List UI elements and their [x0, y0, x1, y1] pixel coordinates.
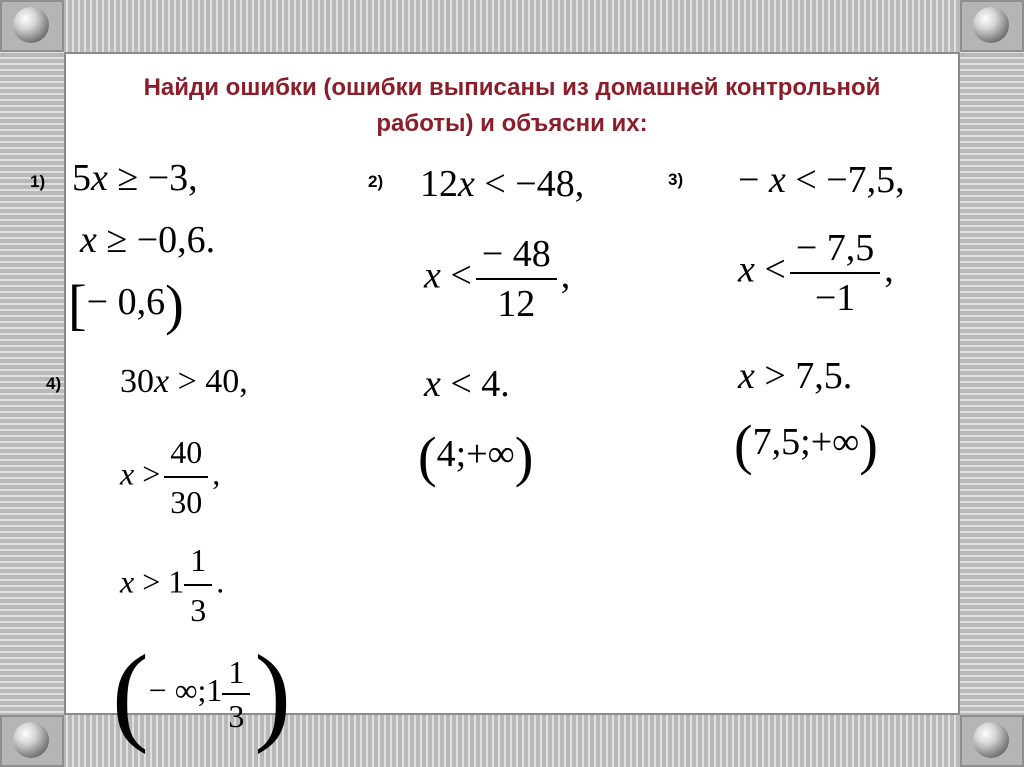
tail: ,	[884, 248, 894, 291]
close-bracket: )	[514, 426, 534, 489]
coef: 5	[72, 157, 91, 199]
numerator: 1	[228, 653, 245, 690]
problem-1-line-1	[72, 156, 198, 200]
problem-2-line-2	[424, 232, 570, 326]
problem-4-line-1	[120, 360, 248, 404]
relation: ≥ −3,	[107, 157, 198, 199]
relation: < 4.	[440, 363, 510, 405]
variable: x	[424, 254, 441, 297]
interval: 4;+∞	[436, 433, 515, 475]
rivet-icon	[13, 722, 49, 758]
denominator: 12	[476, 278, 557, 326]
frame-top	[0, 0, 1024, 52]
denominator: −1	[790, 272, 880, 320]
fraction	[476, 232, 557, 326]
variable: x	[424, 363, 441, 405]
rivet-icon	[973, 7, 1009, 43]
variable: x	[80, 219, 97, 261]
open-bracket: (	[734, 414, 753, 477]
relation: < −48,	[474, 163, 585, 205]
relation: <	[754, 248, 786, 291]
open-bracket: (	[418, 426, 437, 489]
problem-1-line-2	[80, 218, 215, 262]
problem-4-line-3	[120, 538, 224, 632]
fraction	[222, 653, 250, 735]
relation: > 7,5.	[754, 355, 853, 397]
frame-right	[960, 0, 1024, 767]
fraction	[164, 430, 208, 524]
interval: 7,5;+∞	[752, 421, 860, 463]
tail: ,	[560, 254, 571, 297]
corner-bottom-left	[0, 715, 64, 767]
interval: − ∞;1	[148, 672, 223, 708]
coef: 12	[420, 163, 458, 205]
numerator: − 7,5	[795, 227, 875, 269]
problem-1-label: 1)	[30, 172, 46, 191]
fraction	[790, 226, 880, 320]
slide-title	[64, 70, 960, 142]
denominator: 3	[222, 693, 250, 735]
relation: <	[440, 254, 472, 297]
variable: x	[91, 157, 108, 199]
corner-top-right	[960, 0, 1024, 52]
problem-4-label: 4)	[46, 374, 62, 393]
problem-2-line-1	[420, 162, 584, 206]
problem-4-answer	[112, 632, 292, 755]
variable: x	[458, 163, 475, 205]
interval: − 0,6	[86, 281, 166, 323]
close-bracket: )	[165, 274, 184, 337]
rivet-icon	[13, 7, 49, 43]
relation: > 40,	[169, 363, 248, 400]
relation: > 1	[134, 563, 185, 600]
problem-3-line-1	[738, 158, 905, 202]
corner-bottom-right	[960, 715, 1024, 767]
problem-3-label: 3)	[668, 170, 684, 189]
problem-1-answer	[68, 274, 184, 337]
minus: −	[738, 159, 769, 201]
title-line-2: работы) и объясни их:	[376, 110, 648, 137]
variable: x	[738, 355, 755, 397]
fraction	[184, 538, 212, 632]
problem-2-answer	[418, 426, 534, 489]
coef: 30	[120, 363, 154, 400]
title-line-1: Найди ошибки (ошибки выписаны из домашней контрольной	[143, 74, 881, 101]
variable: x	[738, 248, 755, 291]
variable: x	[154, 363, 170, 400]
problem-2-line-3	[424, 362, 510, 406]
variable: x	[120, 563, 135, 600]
close-bracket: )	[254, 632, 292, 755]
open-bracket: (	[112, 632, 149, 755]
corner-top-left	[0, 0, 64, 52]
numerator: 40	[170, 434, 203, 470]
denominator: 3	[184, 584, 212, 632]
problem-3-answer	[734, 414, 878, 477]
relation: ≥ −0,6.	[96, 219, 216, 261]
problem-2-label: 2)	[368, 172, 384, 191]
close-bracket: )	[859, 414, 878, 477]
tail: ,	[212, 455, 221, 492]
tail: .	[216, 563, 225, 600]
relation: >	[134, 455, 161, 492]
denominator: 30	[164, 476, 208, 524]
relation: < −7,5,	[785, 159, 905, 201]
variable: x	[768, 159, 786, 201]
problem-3-line-2	[738, 226, 894, 320]
variable: x	[120, 455, 135, 492]
numerator: − 48	[481, 233, 551, 275]
problem-4-line-2	[120, 430, 220, 524]
numerator: 1	[190, 542, 207, 578]
rivet-icon	[973, 722, 1009, 758]
problem-3-line-3	[738, 354, 852, 398]
open-bracket: [	[68, 274, 87, 337]
